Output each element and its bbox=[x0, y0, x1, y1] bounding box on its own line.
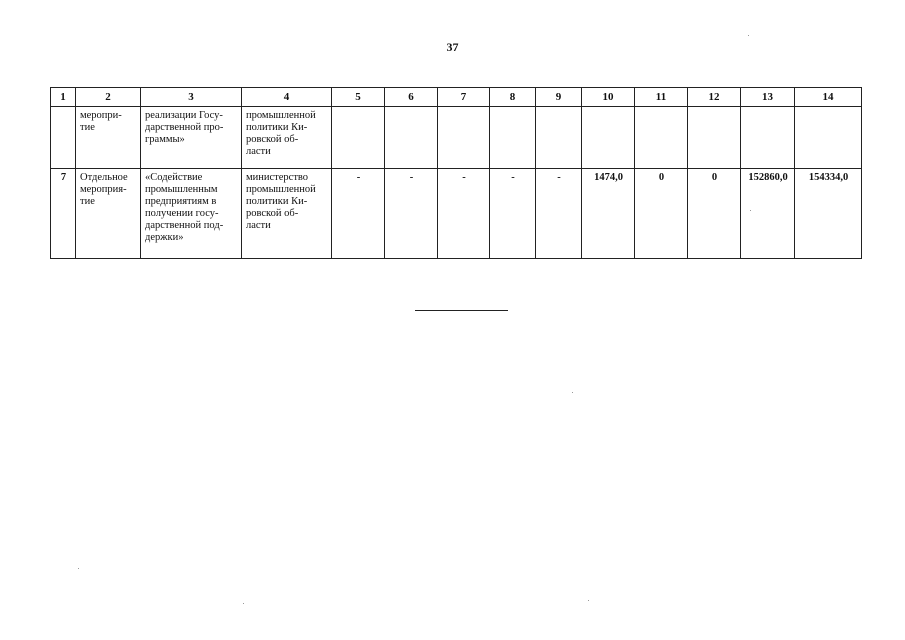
row-number-cell bbox=[51, 107, 76, 169]
activity-type-cell: Отдельное мероприя- тие bbox=[76, 169, 141, 259]
value-cell-12: 0 bbox=[688, 169, 741, 259]
col-header-13: 13 bbox=[741, 88, 795, 107]
col-header-8: 8 bbox=[490, 88, 536, 107]
value-cell-9 bbox=[536, 107, 582, 169]
executor-cell: министерство промышленной политики Ки- ровской об- ласти bbox=[242, 169, 332, 259]
scan-speck bbox=[572, 392, 573, 393]
col-header-2: 2 bbox=[76, 88, 141, 107]
scan-speck bbox=[588, 600, 589, 601]
budget-table bbox=[50, 87, 862, 259]
table-row bbox=[51, 169, 862, 259]
value-cell-13: 152860,0 bbox=[741, 169, 795, 259]
value-cell-6: - bbox=[385, 169, 438, 259]
scan-speck bbox=[78, 568, 79, 569]
col-header-5: 5 bbox=[332, 88, 385, 107]
value-cell-12 bbox=[688, 107, 741, 169]
col-header-14: 14 bbox=[795, 88, 862, 107]
scan-speck bbox=[243, 603, 244, 604]
col-header-6: 6 bbox=[385, 88, 438, 107]
row-number-cell: 7 bbox=[51, 169, 76, 259]
col-header-3: 3 bbox=[141, 88, 242, 107]
value-cell-8 bbox=[490, 107, 536, 169]
value-cell-7: - bbox=[438, 169, 490, 259]
page-number: 37 bbox=[446, 40, 459, 54]
value-cell-13 bbox=[741, 107, 795, 169]
value-cell-11 bbox=[635, 107, 688, 169]
value-cell-8: - bbox=[490, 169, 536, 259]
table-row bbox=[51, 107, 862, 169]
value-cell-14: 154334,0 bbox=[795, 169, 862, 259]
col-header-10: 10 bbox=[582, 88, 635, 107]
value-cell-10 bbox=[582, 107, 635, 169]
col-header-4: 4 bbox=[242, 88, 332, 107]
value-cell-11: 0 bbox=[635, 169, 688, 259]
value-cell-5 bbox=[332, 107, 385, 169]
col-header-7: 7 bbox=[438, 88, 490, 107]
activity-name-cell: «Содействие промышленным предприятиям в получении госу- дарственной под- держки» bbox=[141, 169, 242, 259]
scan-speck bbox=[750, 210, 751, 211]
value-cell-9: - bbox=[536, 169, 582, 259]
value-cell-7 bbox=[438, 107, 490, 169]
col-header-11: 11 bbox=[635, 88, 688, 107]
value-cell-14 bbox=[795, 107, 862, 169]
scan-speck bbox=[748, 35, 749, 36]
value-cell-5: - bbox=[332, 169, 385, 259]
value-cell-10: 1474,0 bbox=[582, 169, 635, 259]
col-header-9: 9 bbox=[536, 88, 582, 107]
value-cell-6 bbox=[385, 107, 438, 169]
header-row bbox=[51, 88, 862, 107]
activity-type-cell: меропри- тие bbox=[76, 107, 141, 169]
activity-name-cell: реализации Госу- дарственной про- граммы» bbox=[141, 107, 242, 169]
col-header-1: 1 bbox=[51, 88, 76, 107]
end-divider-line bbox=[415, 310, 508, 311]
col-header-12: 12 bbox=[688, 88, 741, 107]
executor-cell: промышленной политики Ки- ровской об- ласти bbox=[242, 107, 332, 169]
